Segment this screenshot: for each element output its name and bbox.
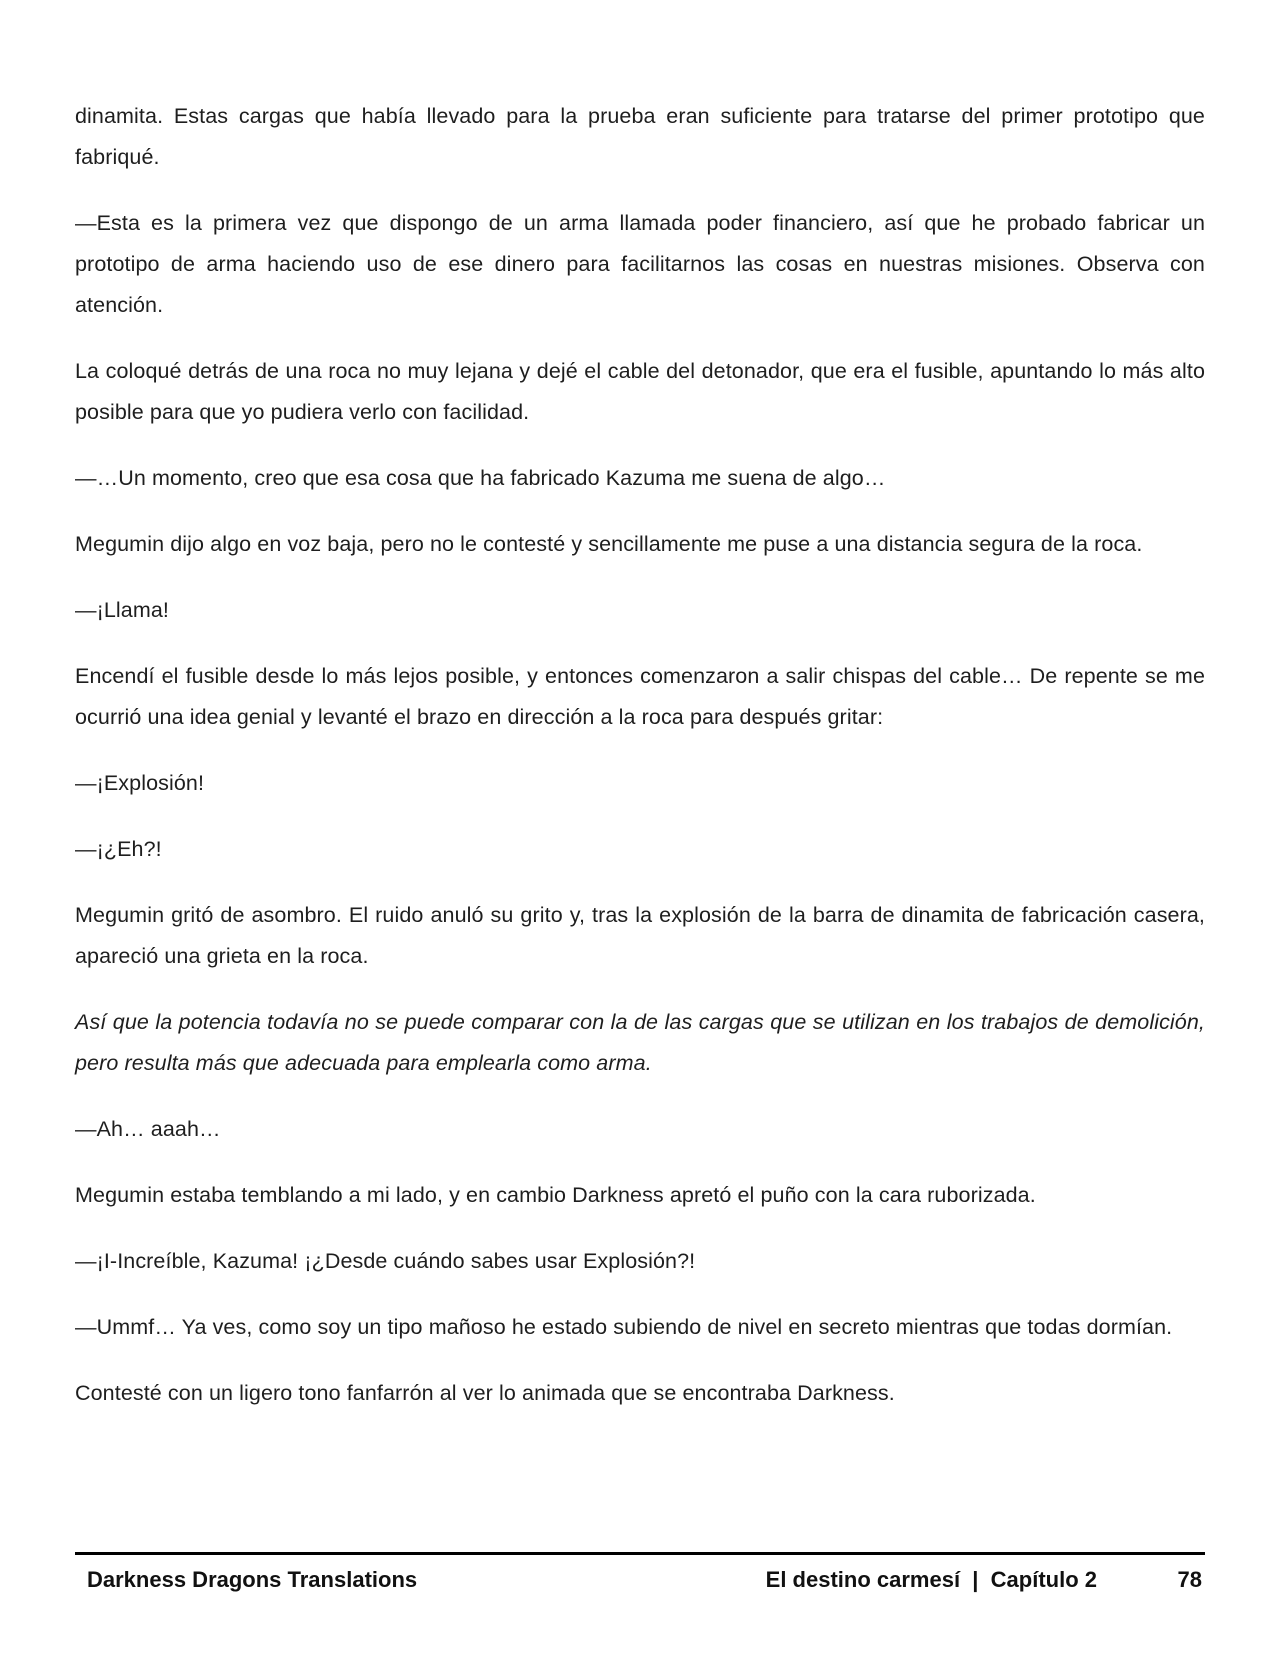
paragraph: —¡¿Eh?! bbox=[75, 837, 162, 861]
page-body bbox=[75, 96, 1205, 1439]
paragraph: —¡Llama! bbox=[75, 598, 169, 622]
paragraph: La coloqué detrás de una roca no muy lejana y dejé el cable del detonador, que era el fusible, apuntando lo más alto posible para que yo pudiera verlo con facilidad. bbox=[75, 359, 1205, 424]
paragraph: —Ah… aaah… bbox=[75, 1117, 221, 1141]
page-number: 78 bbox=[1177, 1567, 1202, 1592]
paragraph: —¡I-Increíble, Kazuma! ¡¿Desde cuándo sabes usar Explosión?! bbox=[75, 1249, 696, 1273]
paragraph: dinamita. Estas cargas que había llevado para la prueba eran suficiente para tratarse del primer prototipo que fabriqué. bbox=[75, 104, 1205, 169]
paragraph: Megumin dijo algo en voz baja, pero no le contesté y sencillamente me puse a una distancia segura de la roca. bbox=[75, 532, 1143, 556]
paragraph: Contesté con un ligero tono fanfarrón al ver lo animada que se encontraba Darkness. bbox=[75, 1381, 895, 1405]
page-footer bbox=[87, 1563, 1202, 1599]
footer-rule bbox=[75, 1552, 1205, 1555]
footer-title-chapter: El destino carmesí | Capítulo 2 bbox=[765, 1567, 1097, 1592]
footer-group-name: Darkness Dragons Translations bbox=[87, 1567, 418, 1592]
paragraph: —Ummf… Ya ves, como soy un tipo mañoso he estado subiendo de nivel en secreto mientras que todas dormían. bbox=[75, 1315, 1173, 1339]
italic-thought-paragraph: Así que la potencia todavía no se puede comparar con la de las cargas que se utilizan en los trabajos de demolición, pero resulta más que adecuada para emplearla como arma. bbox=[75, 1010, 1205, 1075]
paragraph: Megumin estaba temblando a mi lado, y en cambio Darkness apretó el puño con la cara ruborizada. bbox=[75, 1183, 1036, 1207]
paragraph: —Esta es la primera vez que dispongo de un arma llamada poder financiero, así que he probado fabricar un prototipo de arma haciendo uso de ese dinero para facilitarnos las cosas en nuestras misiones. Observa con atención. bbox=[75, 211, 1205, 317]
paragraph: —¡Explosión! bbox=[75, 771, 205, 795]
paragraph: Megumin gritó de asombro. El ruido anuló su grito y, tras la explosión de la barra de dinamita de fabricación casera, apareció una grieta en la roca. bbox=[75, 903, 1205, 968]
paragraph: —…Un momento, creo que esa cosa que ha fabricado Kazuma me suena de algo… bbox=[75, 466, 886, 490]
paragraph: Encendí el fusible desde lo más lejos posible, y entonces comenzaron a salir chispas del cable… De repente se me ocurrió una idea genial y levanté el brazo en dirección a la roca para después gritar: bbox=[75, 664, 1205, 729]
